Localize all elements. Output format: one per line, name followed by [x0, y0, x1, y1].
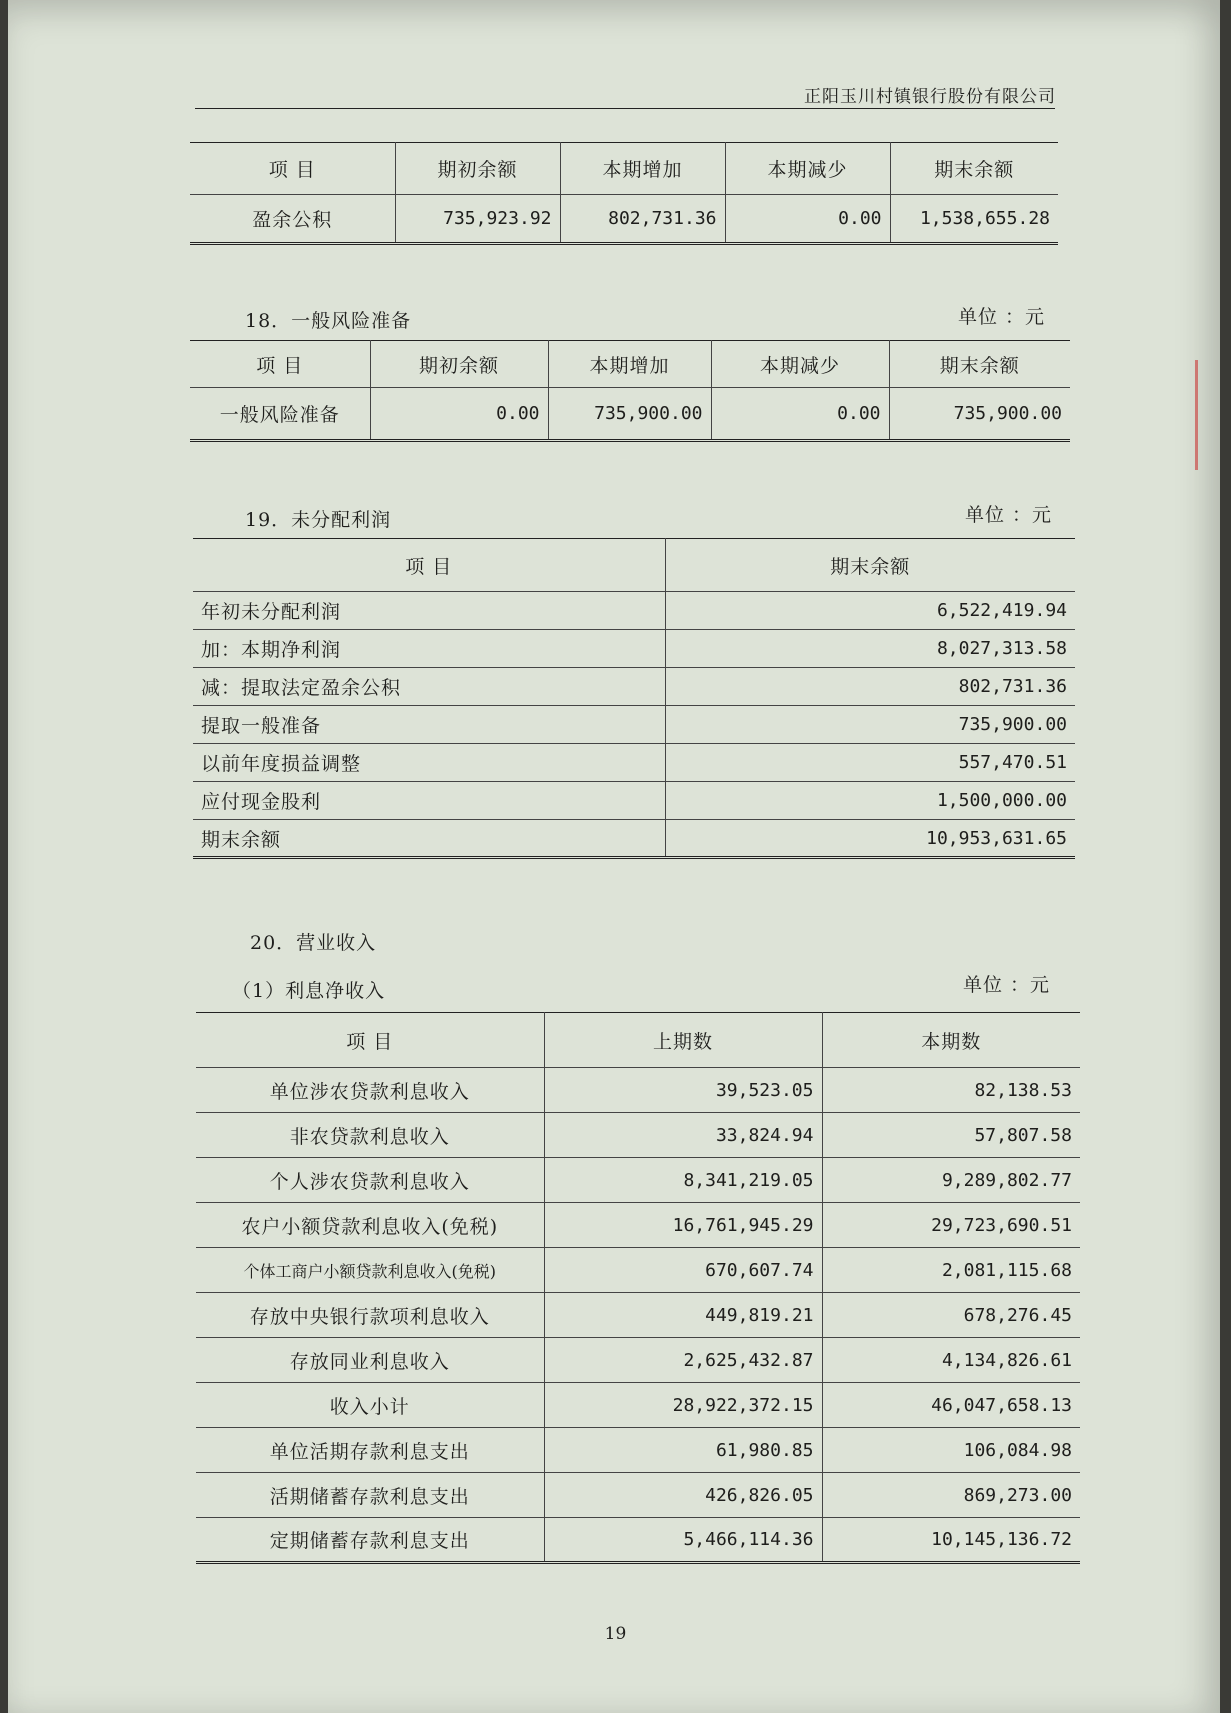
cell-value: 869,273.00	[822, 1473, 1080, 1518]
row-label: 存放中央银行款项利息收入	[196, 1293, 544, 1338]
row-label: 收入小计	[196, 1383, 544, 1428]
cell-value: 735,900.00	[889, 388, 1070, 441]
undistributed-profit-table	[193, 538, 1075, 859]
cell-value: 2,081,115.68	[822, 1248, 1080, 1293]
column-header: 期末余额	[665, 539, 1075, 592]
row-label: 非农贷款利息收入	[196, 1113, 544, 1158]
cell-value: 28,922,372.15	[544, 1383, 822, 1428]
cell-value: 46,047,658.13	[822, 1383, 1080, 1428]
table-row	[196, 1068, 1080, 1113]
cell-value: 802,731.36	[560, 195, 725, 244]
section-20-unit: 单位 ：元	[963, 974, 1051, 996]
row-label: 年初未分配利润	[193, 592, 665, 630]
row-label: 活期储蓄存款利息支出	[196, 1473, 544, 1518]
row-label: 单位活期存款利息支出	[196, 1428, 544, 1473]
cell-value: 557,470.51	[665, 744, 1075, 782]
table-row	[196, 1428, 1080, 1473]
table-header-row	[193, 539, 1075, 592]
cell-value: 8,027,313.58	[665, 630, 1075, 668]
section-18-unit: 单位 ：元	[958, 306, 1046, 328]
column-header: 上期数	[544, 1013, 822, 1068]
cell-value: 9,289,802.77	[822, 1158, 1080, 1203]
column-header: 本期减少	[725, 143, 890, 195]
table-row	[193, 630, 1075, 668]
cell-value: 802,731.36	[665, 668, 1075, 706]
cell-value: 16,761,945.29	[544, 1203, 822, 1248]
row-label: 定期储蓄存款利息支出	[196, 1518, 544, 1563]
cell-value: 0.00	[725, 195, 890, 244]
seal-stamp-edge	[1195, 360, 1220, 470]
cell-value: 735,900.00	[548, 388, 711, 441]
general-risk-reserve-table	[190, 340, 1070, 442]
table-row	[193, 592, 1075, 630]
page-number: 19	[604, 1624, 627, 1644]
row-label: 减：提取法定盈余公积	[193, 668, 665, 706]
table-row	[196, 1518, 1080, 1563]
cell-value: 735,900.00	[665, 706, 1075, 744]
table-row	[190, 388, 1070, 441]
section-20-subtitle: （1）利息净收入	[232, 980, 386, 1002]
row-label: 期末余额	[193, 820, 665, 858]
cell-value: 1,538,655.28	[890, 195, 1058, 244]
cell-value: 0.00	[711, 388, 889, 441]
cell-value: 5,466,114.36	[544, 1518, 822, 1563]
table-row	[193, 820, 1075, 858]
table-header-row	[190, 341, 1070, 388]
column-header: 期初余额	[370, 341, 548, 388]
header-rule	[195, 108, 1055, 109]
column-header: 本期减少	[711, 341, 889, 388]
table-row	[196, 1383, 1080, 1428]
column-header: 期末余额	[890, 143, 1058, 195]
cell-value: 61,980.85	[544, 1428, 822, 1473]
cell-value: 426,826.05	[544, 1473, 822, 1518]
row-label: 以前年度损益调整	[193, 744, 665, 782]
table-row	[193, 782, 1075, 820]
column-header: 项 目	[190, 143, 395, 195]
row-label: 存放同业利息收入	[196, 1338, 544, 1383]
row-label: 个人涉农贷款利息收入	[196, 1158, 544, 1203]
row-label: 提取一般准备	[193, 706, 665, 744]
table-row	[190, 195, 1058, 244]
row-label: 盈余公积	[190, 195, 395, 244]
company-header: 正阳玉川村镇银行股份有限公司	[804, 87, 1056, 107]
section-19-title: 19．未分配利润	[245, 509, 392, 531]
column-header: 本期增加	[560, 143, 725, 195]
cell-value: 82,138.53	[822, 1068, 1080, 1113]
cell-value: 10,953,631.65	[665, 820, 1075, 858]
row-label: 个体工商户小额贷款利息收入(免税)	[196, 1248, 544, 1293]
cell-value: 735,923.92	[395, 195, 560, 244]
cell-value: 678,276.45	[822, 1293, 1080, 1338]
table-row	[196, 1338, 1080, 1383]
cell-value: 57,807.58	[822, 1113, 1080, 1158]
column-header: 本期数	[822, 1013, 1080, 1068]
table-row	[196, 1473, 1080, 1518]
cell-value: 1,500,000.00	[665, 782, 1075, 820]
cell-value: 4,134,826.61	[822, 1338, 1080, 1383]
table-row	[196, 1113, 1080, 1158]
row-label: 农户小额贷款利息收入(免税)	[196, 1203, 544, 1248]
cell-value: 2,625,432.87	[544, 1338, 822, 1383]
column-header: 项 目	[196, 1013, 544, 1068]
row-label: 应付现金股利	[193, 782, 665, 820]
column-header: 期初余额	[395, 143, 560, 195]
column-header: 本期增加	[548, 341, 711, 388]
column-header: 项 目	[193, 539, 665, 592]
cell-value: 106,084.98	[822, 1428, 1080, 1473]
cell-value: 449,819.21	[544, 1293, 822, 1338]
row-label: 单位涉农贷款利息收入	[196, 1068, 544, 1113]
table-row	[196, 1293, 1080, 1338]
cell-value: 29,723,690.51	[822, 1203, 1080, 1248]
section-19-unit: 单位 ：元	[965, 504, 1053, 526]
surplus-reserve-table	[190, 142, 1058, 245]
table-row	[196, 1158, 1080, 1203]
row-label: 一般风险准备	[190, 388, 370, 441]
cell-value: 6,522,419.94	[665, 592, 1075, 630]
table-row	[193, 706, 1075, 744]
column-header: 项 目	[190, 341, 370, 388]
column-header: 期末余额	[889, 341, 1070, 388]
table-row	[193, 744, 1075, 782]
table-header-row	[196, 1013, 1080, 1068]
section-20-title: 20．营业收入	[250, 932, 377, 954]
cell-value: 10,145,136.72	[822, 1518, 1080, 1563]
row-label: 加：本期净利润	[193, 630, 665, 668]
cell-value: 0.00	[370, 388, 548, 441]
cell-value: 39,523.05	[544, 1068, 822, 1113]
table-row	[193, 668, 1075, 706]
table-row	[196, 1248, 1080, 1293]
cell-value: 8,341,219.05	[544, 1158, 822, 1203]
net-interest-income-table	[196, 1012, 1080, 1564]
table-row	[196, 1203, 1080, 1248]
cell-value: 33,824.94	[544, 1113, 822, 1158]
section-18-title: 18．一般风险准备	[245, 310, 412, 332]
table-header-row	[190, 143, 1058, 195]
cell-value: 670,607.74	[544, 1248, 822, 1293]
